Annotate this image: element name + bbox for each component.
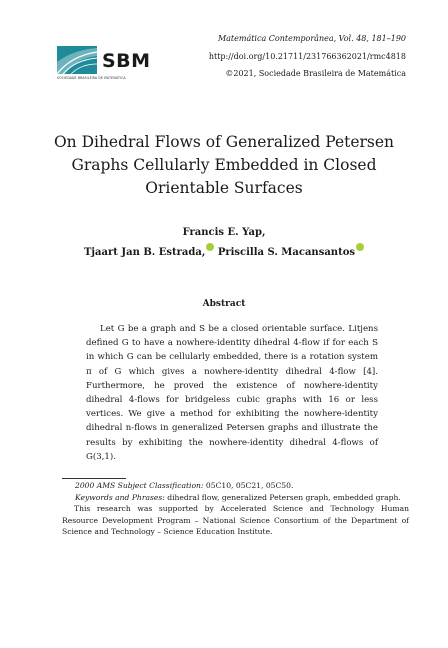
ams-classification bbox=[75, 480, 421, 492]
paper-title: On Dihedral Flows of Generalized Petersen Graphs Cellularly Embedded in Closed Orientable Surfaces bbox=[53, 133, 395, 197]
sbm-logo bbox=[57, 46, 157, 82]
keywords-value: dihedral flow, generalized Petersen graph, embedded graph. bbox=[167, 493, 401, 502]
sbm-logo-mark bbox=[57, 46, 97, 74]
orcid-icon[interactable] bbox=[206, 243, 214, 251]
footnote-rule bbox=[62, 478, 126, 479]
logo-subtext: SOCIEDADE BRASILEIRA DE MATEMÁTICA bbox=[57, 76, 126, 80]
abstract-heading: Abstract bbox=[202, 299, 246, 309]
author-line-2 bbox=[40, 243, 408, 259]
funding-note: This research was supported by Accelerated Science and Technology Human Resource Development Program – National Science Consortium of the Department of Science and Technology – Science Education Institute. bbox=[62, 504, 409, 536]
ams-label: 2000 AMS Subject Classification: bbox=[75, 481, 204, 490]
abstract-text: Let G be a graph and S be a closed orientable surface. Litjens defined G to have a nowhere-identity dihedral 4-flow if for each S in which G can be cellularly embedded, there is a rotation system π of G which gives a nowhere-identity dihedral 4-flow [4]. Furthermore, he proved the existence of nowhere-identity dihedral 4-flows for bridgeless cubic graphs with 16 or less vertices. We give a method for exhibiting the nowhere-identity dihedral n-flows in generalized Petersen graphs and illustrate the results by exhibiting the nowhere-identity dihedral 4-flows of G(3,1). bbox=[86, 324, 378, 462]
author-estrada: Tjaart Jan B. Estrada, bbox=[83, 247, 206, 258]
doi-link[interactable]: http://doi.org/10.21711/231766362021/rmc4818 bbox=[208, 52, 406, 61]
keywords bbox=[75, 492, 421, 504]
author-line-1: Francis E. Yap, bbox=[182, 227, 266, 238]
keywords-label: Keywords and Phrases: bbox=[75, 493, 165, 502]
orcid-icon[interactable] bbox=[356, 243, 364, 251]
logo-text: SBM bbox=[102, 50, 151, 72]
copyright-notice: ©2021, Sociedade Brasileira de Matemática bbox=[225, 69, 406, 78]
author-macansantos: Priscilla S. Macansantos bbox=[217, 247, 355, 258]
ams-value: 05C10, 05C21, 05C50. bbox=[205, 481, 294, 490]
journal-citation: Matemática Contemporânea, Vol. 48, 181–190 bbox=[217, 34, 406, 43]
